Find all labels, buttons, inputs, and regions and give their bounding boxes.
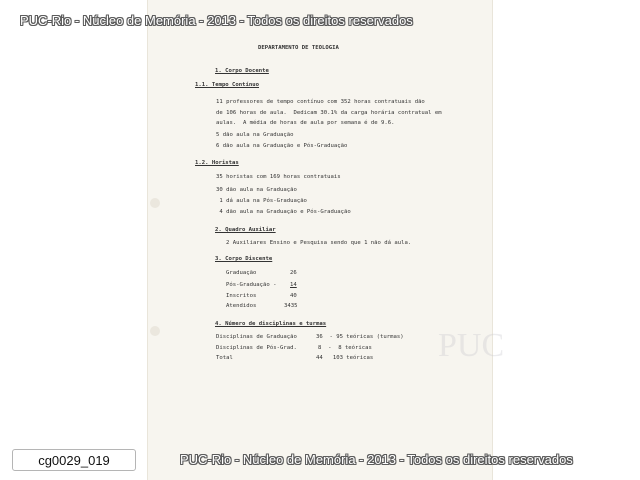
- discente-value: 26: [290, 270, 297, 276]
- discente-label: Inscritos: [226, 293, 257, 299]
- disciplinas-label: Total: [216, 355, 233, 361]
- section-heading: 1. Corpo Docente: [215, 68, 269, 74]
- section-heading: 1.2. Horistas: [195, 160, 239, 166]
- discente-value: 40: [290, 293, 297, 299]
- discente-label: Atendidos: [226, 303, 257, 309]
- discente-label: Graduação: [226, 270, 257, 276]
- text-line: 35 horistas com 169 horas contratuais: [216, 174, 341, 180]
- text-line: 1 dá aula na Pós-Graduação: [216, 198, 307, 204]
- text-line: de 106 horas de aula. Dedicam 30.1% da carga horária contratual em: [216, 110, 442, 116]
- discente-value: 3435: [284, 303, 298, 309]
- section-heading: 2. Quadro Auxiliar: [215, 227, 276, 233]
- punch-hole: [150, 198, 160, 208]
- text-line: 6 dão aula na Graduação e Pós-Graduação: [216, 143, 348, 149]
- disciplinas-label: Disciplinas de Graduação: [216, 334, 297, 340]
- disciplinas-values: 36 - 95 teóricas (turmas): [316, 334, 404, 340]
- text-line: 30 dão aula na Graduação: [216, 187, 297, 193]
- punch-hole: [150, 326, 160, 336]
- disciplinas-values: 44 103 teóricas: [316, 355, 374, 361]
- text-line: 2 Auxiliares Ensino e Pesquisa sendo que 1 não dá aula.: [226, 240, 412, 246]
- text-line: 11 professores de tempo contínuo com 352 horas contratuais dão: [216, 99, 425, 105]
- section-heading: 3. Corpo Discente: [215, 256, 273, 262]
- section-heading: 1.1. Tempo Contínuo: [195, 82, 259, 88]
- text-line: 4 dão aula na Graduação e Pós-Graduação: [216, 209, 351, 215]
- discente-label: Pós-Graduação -: [226, 282, 277, 288]
- disciplinas-values: 8 - 8 teóricas: [318, 345, 372, 351]
- watermark-top: PUC-Rio - Núcleo de Memória - 2013 - Todos os direitos reservados: [20, 13, 413, 28]
- watermark-ghost: PUC: [438, 327, 505, 364]
- section-heading: 4. Número de disciplinas e turmas: [215, 321, 327, 327]
- disciplinas-label: Disciplinas de Pós-Grad.: [216, 345, 297, 351]
- discente-value: 14: [290, 282, 297, 288]
- document-title: DEPARTAMENTO DE TEOLOGIA: [258, 45, 339, 51]
- document-id-label: cg0029_019: [12, 449, 136, 471]
- text-line: 5 dão aula na Graduação: [216, 132, 294, 138]
- text-line: aulas. A média de horas de aula por semana é de 9.6.: [216, 120, 395, 126]
- watermark-bottom: PUC-Rio - Núcleo de Memória - 2013 - Todos os direitos reservados: [180, 452, 573, 467]
